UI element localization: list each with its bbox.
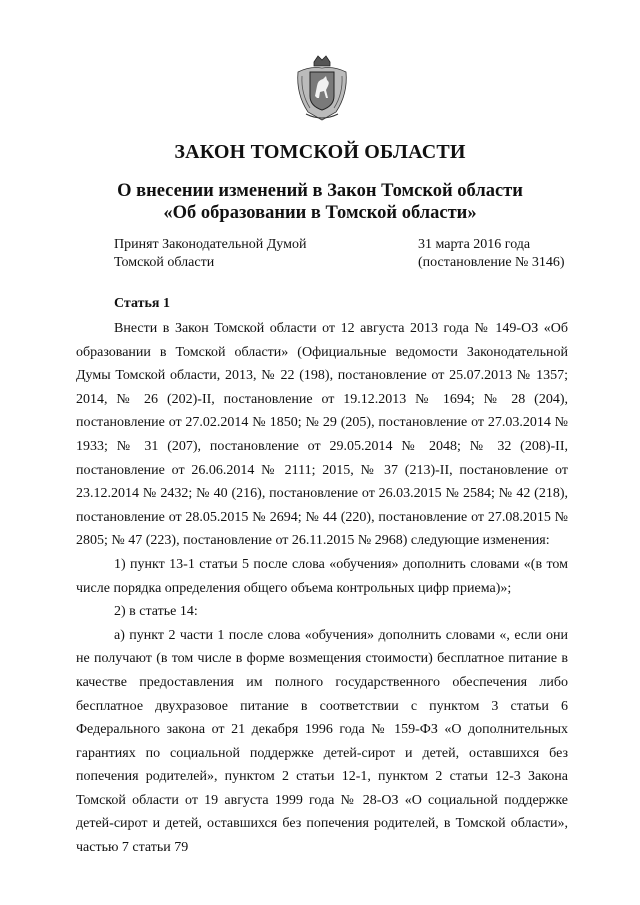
adopting-body	[114, 236, 306, 272]
article-paragraph: Внести в Закон Томской области от 12 августа 2013 года № 149-ОЗ «Об образовании в Томской области» (Официальные ведомости Законодательной Думы Томской области, 2013, № 22 (198), постановление от 25.07.2013 № 1357; 2014, № 26 (202)-II, постановление от 19.12.2013 № 1694; № 28 (204), постановление от 27.02.2014 № 1850; № 29 (205), постановление от 27.03.2014 № 1933; № 31 (207), постановление от 29.05.2014 № 2048; № 32 (208)-II, постановление от 26.06.2014 № 2111; 2015, № 37 (213)-II, постановление от 23.12.2014 № 2432; № 40 (216), постановление от 26.03.2015 № 2584; № 42 (218), постановление от 28.05.2015 № 2694; № 44 (220), постановление от 27.08.2015 № 2805; № 47 (223), постановление от 26.11.2015 № 2968) следующие изменения:	[76, 321, 568, 549]
law-title: ЗАКОН ТОМСКОЙ ОБЛАСТИ	[174, 141, 466, 163]
subtitle-line-2: «Об образовании в Томской области»	[163, 203, 477, 223]
law-subtitle	[0, 180, 640, 224]
article-paragraph: 1) пункт 13-1 статьи 5 после слова «обучения» дополнить словами «(в том числе порядка определения общего объема контрольных цифр приема)»;	[76, 556, 568, 596]
subtitle-line-1: О внесении изменений в Закон Томской области	[117, 181, 523, 201]
adoption-details	[418, 236, 565, 272]
adopting-body-line-1: Принят Законодательной Думой	[114, 237, 307, 252]
adopting-body-line-2: Томской области	[114, 255, 215, 270]
resolution-number: (постановление № 3146)	[418, 255, 565, 270]
article-heading: Статья 1	[114, 296, 170, 311]
article-paragraph: 2) в статье 14:	[114, 604, 198, 620]
article-paragraph: а) пункт 2 части 1 после слова «обучения» дополнить словами «, если они не получают (в том числе в форме возмещения стоимости) бесплатное питание в качестве предоставления им полного государственного обеспечения либо бесплатное двухразовое питание в соответствии с пунктом 3 статьи 6 Федерального закона от 21 декабря 1996 года № 159-ФЗ «О дополнительных гарантиях по социальной поддержке детей-сирот и детей, оставшихся без попечения родителей», пунктом 2 статьи 12-1, пунктом 2 статьи 12-3 Закона Томской области от 19 августа 1999 года № 28-ОЗ «О социальной поддержке детей-сирот и детей, оставшихся без попечения родителей, в Томской области», частью 7 статьи 79	[76, 627, 568, 856]
coat-of-arms-icon	[292, 54, 352, 124]
article-body	[76, 317, 568, 860]
adoption-date: 31 марта 2016 года	[418, 237, 531, 252]
